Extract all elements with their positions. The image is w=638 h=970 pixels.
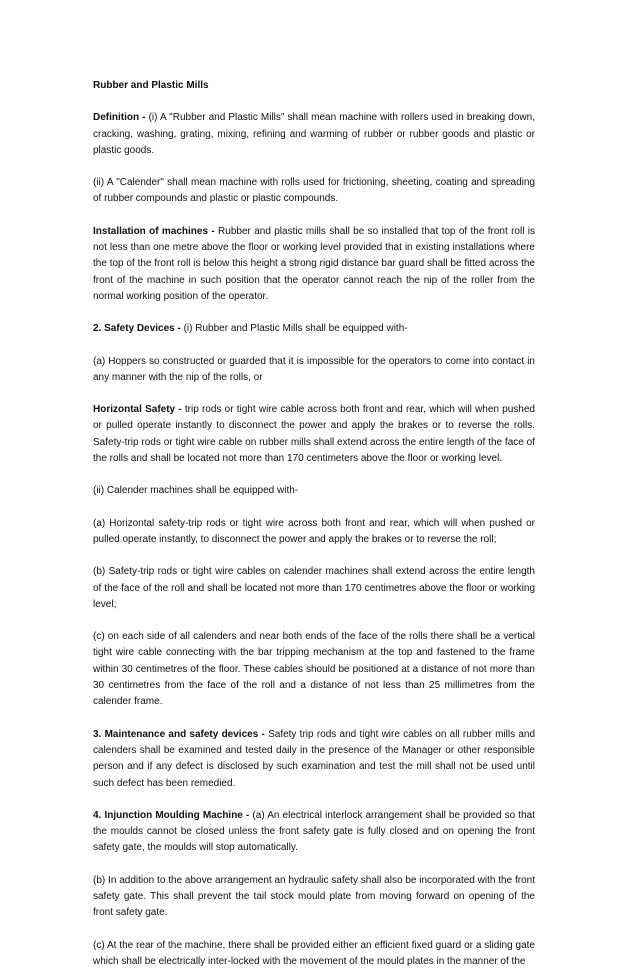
paragraph-maintenance [93, 727, 535, 792]
paragraph-moulding-c [93, 938, 535, 970]
paragraph-text: (ii) Calender machines shall be equipped with- [93, 485, 299, 497]
paragraph-moulding-b [93, 873, 535, 922]
paragraph-text: (c) At the rear of the machine, there shall be provided either an efficient fixed guard or a sliding gate which shall be electrically inter-locked with the movement of the mould plates in the manner of the [93, 939, 535, 967]
paragraph-text: (c) on each side of all calenders and near both ends of the face of the rolls there shall be a vertical tight wire cable connecting with the bar tripping mechanism at the top and fastened to the frame within 30 centimetres of the floor. These cables should be positioned at a distance of not more than 30 centimetres from the face of the roll and a distance of not less than 25 millimetres from the calender frame. [93, 631, 535, 708]
paragraph-lead: 2. Safety Devices - [93, 323, 181, 335]
document-title: Rubber and Plastic Mills [93, 80, 209, 91]
paragraph-text: Rubber and plastic mills shall be so installed that top of the front roll is not less than one metre above the floor or working level provided that in existing installations where the top of the front roll is below this height a strong rigid distance bar guard shall be fitted across the front of the machine in such position that the operator cannot reach the nip of the roller from the normal working position of the operator. [93, 225, 535, 302]
paragraph-safety-devices [93, 321, 535, 337]
paragraph-injection-moulding [93, 808, 535, 857]
paragraph-text: (i) Rubber and Plastic Mills shall be equipped with- [180, 323, 408, 335]
paragraph-text: (a) Hoppers so constructed or guarded that it is impossible for the operators to come into contact in any manner with the nip of the rolls, or [93, 355, 535, 383]
paragraph-lead: Horizontal Safety - [93, 404, 182, 416]
paragraph-installation [93, 224, 535, 305]
paragraph-lead: 4. Injunction Moulding Machine - [93, 809, 250, 821]
paragraph-calender-b [93, 564, 535, 613]
paragraph-text: Safety trip rods and tight wire cables on all rubber mills and calenders shall be examined and tested daily in the presence of the Manager or other responsible person and if any defect is disclosed by such examination and test the mill shall not be used until such defect has been remedied. [93, 728, 535, 789]
paragraph-text: (a) An electrical interlock arrangement shall be provided so that the moulds cannot be closed unless the front safety gate is fully closed and on opening the front safety gate, the moulds will stop automatically. [93, 809, 535, 854]
paragraph-definition [93, 110, 535, 159]
paragraph-lead: Installation of machines - [93, 225, 215, 237]
paragraph-horizontal-safety [93, 402, 535, 467]
paragraph-text: (i) A "Rubber and Plastic Mills" shall mean machine with rollers used in breaking down, cracking, washing, grating, mixing, refining and warming of rubber or rubber goods and plastic or plastic goods. [93, 112, 535, 156]
paragraph-calender-equipped [93, 483, 535, 499]
paragraph-text: trip rods or tight wire cable across both front and rear, which will when pushed or pulled operate instantly to disconnect the power and apply the brakes or to reverse the rolls. Safety-trip rods or tight wire cable on rubber mills shall extend across the entire length of the face of the rolls and shall be located not more than 170 centimeters above the floor or working level. [93, 404, 535, 465]
paragraph-hoppers [93, 354, 535, 387]
paragraph-calender-c [93, 629, 535, 710]
paragraph-text: (b) In addition to the above arrangement an hydraulic safety shall also be incorporated with the front safety gate. This shall prevent the tail stock mould plate from moving forward on opening of the front safety gate. [93, 874, 535, 919]
paragraph-lead: 3. Maintenance and safety devices - [93, 728, 265, 740]
paragraph-lead: Definition - [93, 112, 146, 124]
paragraph-text: (ii) A "Calender" shall mean machine with rolls used for frictioning, sheeting, coating and spreading of rubber compounds and plastic or plastic compounds. [93, 177, 535, 205]
paragraph-text: (b) Safety-trip rods or tight wire cables on calender machines shall extend across the entire length of the face of the roll and shall be located not more than 170 centimetres above the floor or working level; [93, 566, 535, 610]
paragraph-calender-definition [93, 175, 535, 208]
paragraph-text: (a) Horizontal safety-trip rods or tight wire across both front and rear, which will when pushed or pulled operate instantly, to disconnect the power and apply the brakes or to reverse the roll; [93, 517, 535, 545]
paragraph-calender-a [93, 516, 535, 549]
